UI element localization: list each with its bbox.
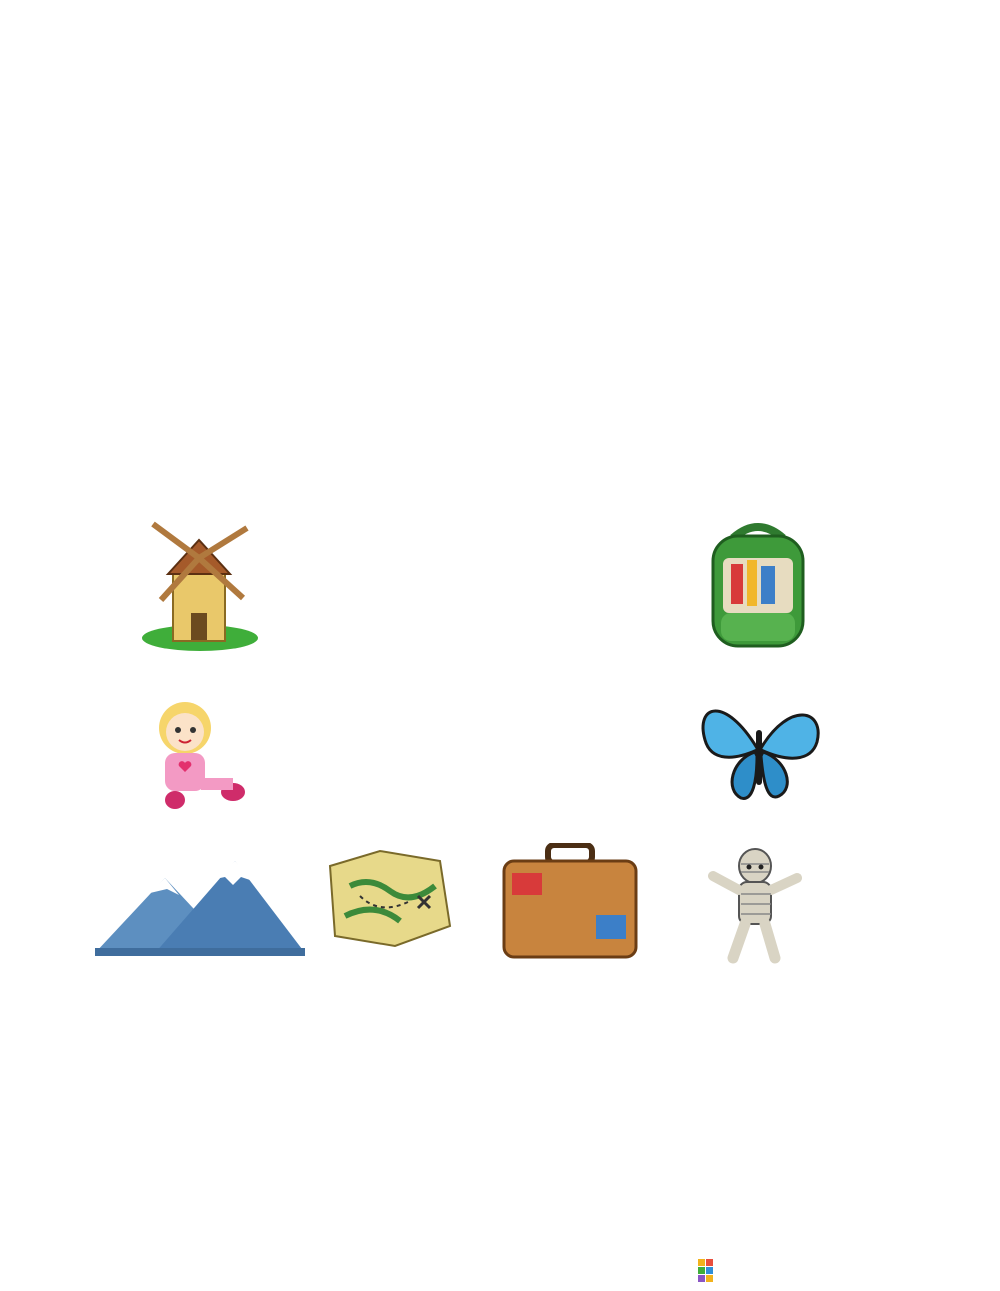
- doll-icon: [133, 698, 258, 818]
- butterfly-icon: [695, 690, 830, 810]
- liveworksheets-mark-icon: [698, 1259, 722, 1283]
- map-icon: [320, 846, 460, 956]
- backpack-icon: [693, 518, 823, 658]
- mountains-icon: [95, 853, 305, 963]
- mummy-icon: [705, 846, 805, 964]
- liveworksheets-logo: [698, 1256, 726, 1286]
- suitcase-icon: [500, 843, 640, 963]
- word-search-panel: [95, 428, 858, 1000]
- windmill-icon: [135, 518, 265, 653]
